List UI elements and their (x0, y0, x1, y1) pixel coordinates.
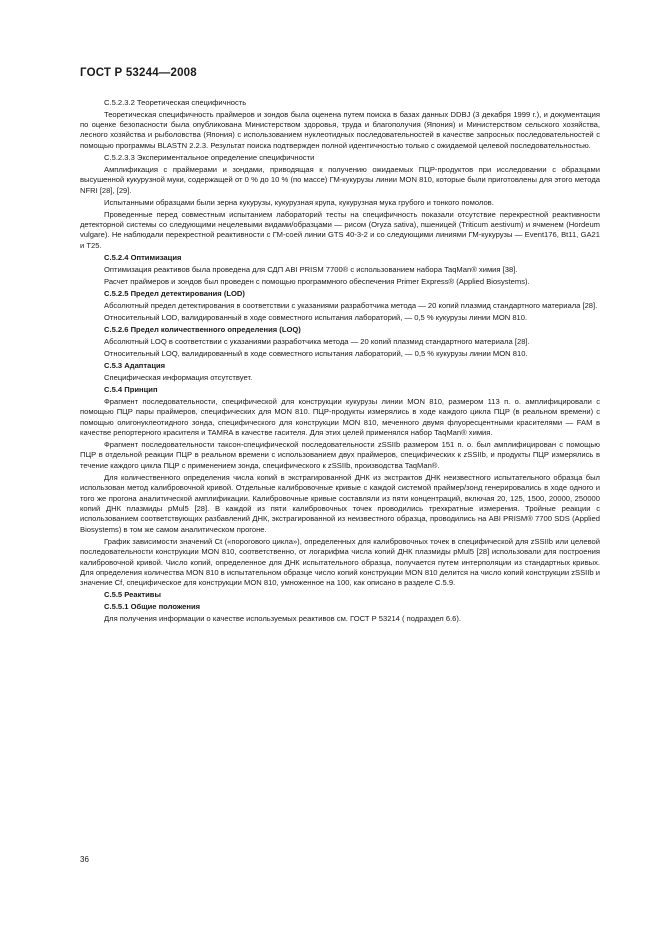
document-header: ГОСТ Р 53244—2008 (80, 67, 197, 79)
section-heading: С.5.5 Реактивы (104, 590, 161, 600)
page-number: 36 (80, 855, 89, 864)
section-heading: С.5.2.4 Оптимизация (104, 252, 182, 262)
body-paragraph: Для количественного определения числа копий в экстрагированной ДНК из экстрактов ДНК неизвестного испытательного образца был использован метод калибровочной кривой. Отдельные калибровочные кривые с каждой системой праймер/зонд генерировались в ходе одного и того же прогона аналитической амплификации. Калибровочные кривые составляли из пяти концентраций, включая 20, 125, 1500, 20000, 250000 копий ДНК плазмиды pMul5 [28]. В каждой из пяти калибровочных точек проводились трехкратные измерения. Тройные реакции с использованием соответствующих разбавлений ДНК, экстрагированной из неизвестного образца, проводились на ABI PRISM® 7700 SDS (Applied Biosystems) в том же самом аналитическом прогоне. (80, 472, 600, 534)
section-heading: С.5.3 Адаптация (104, 360, 166, 370)
body-paragraph: Испытанными образцами были зерна кукурузы, кукурузная крупа, кукурузная мука грубого и тонкого помолов. (104, 197, 494, 207)
body-paragraph: Относительный LOQ, валидированный в ходе совместного испытания лабораторий, — 0,5 % кукурузы линии MON 810. (104, 348, 528, 358)
body-paragraph: Абсолютный LOQ в соответствии с указаниями разработчика метода — 20 копий плазмид стандартного материала [28]. (104, 336, 530, 346)
section-heading: С.5.5.1 Общие положения (104, 602, 201, 612)
body-paragraph: Для получения информации о качестве используемых реактивов см. ГОСТ Р 53214 ( подраздел 6.6). (104, 614, 462, 624)
document-body (80, 97, 600, 626)
section-heading: С.5.2.6 Предел количественного определения (LOQ) (104, 324, 301, 334)
body-paragraph: Амплификация с праймерами и зондами, приводящая к получению ожидаемых ПЦР-продуктов при исследовании с образцами высушенной кукурузной муки, содержащей от 0 % до 10 % (по массе) ГМ-кукурузы линии MON 810, которые были приготовлены для этого метода NFRI [28], [29]. (80, 164, 600, 195)
body-paragraph: График зависимости значений Ct («порогового цикла»), определенных для калибровочных точек в специфической для zSSIIb или целевой последовательности конструкции MON 810, соответственно, от логарифма числа копий ДНК плазмиды pMul5 [28] использовали для построения калибровочной кривой. Число копий, определенное для ДНК испытательного образца, получается путем интерполяции из стандартных кривых. Для определения количества MON 810 в испытательном образце число копий конструкции MON 810 делится на число копий конструкции zSSIIb и значение Cf, специфическое для конструкции MON 810, умноженное на 100, как описано в разделе С.5.9. (80, 536, 600, 588)
section-heading: С.5.2.5 Предел детектирования (LOD) (104, 288, 245, 298)
body-paragraph: Относительный LOD, валидированный в ходе совместного испытания лабораторий, — 0,5 % кукурузы линии MON 810. (104, 312, 528, 322)
subsection-heading: С.5.2.3.3 Экспериментальное определение специфичности (104, 152, 315, 162)
subsection-heading: С.5.2.3.2 Теоретическая специфичность (104, 97, 247, 107)
body-paragraph: Проведенные перед совместным испытанием лабораторий тесты на специфичность показали отсутствие перекрестной реактивности детекторной системы со следующими нецелевыми видами/образцами — рисом (Oryza sativa), пшеницей (Triticum aestivum) и ячменем (Hordeum vulgare). Не наблюдали перекрестной реактивности с ГМ-соей линии GTS 40-3-2 и со следующими линиями ГМ-кукурузы — Event176, Bt11, GA21 и T25. (80, 209, 600, 250)
body-paragraph: Оптимизация реактивов была проведена для СДП ABI PRISM 7700® с использованием набора TaqMan® химия [38]. (104, 264, 518, 274)
body-paragraph: Фрагмент последовательности, специфической для конструкции кукурузы линии MON 810, размером 113 п. о. амплифицировали с помощью ПЦР пары праймеров, специфических для MON 810. ПЦР-продукты измерялись в ходе каждого цикла ПЦР (в реальном времени) с помощью олигонуклеотидного зонда, специфического для конструкции MON 810, меченного двумя флуоресцентными красителями — FAM в качестве репортерного красителя и TAMRA в качестве гасителя. Для этих целей применялся набор TaqMan® химия. (80, 396, 600, 437)
body-paragraph: Абсолютный предел детектирования в соответствии с указаниями разработчика метода — 20 копий плазмид стандартного материала [28]. (104, 300, 598, 310)
body-paragraph: Теоретическая специфичность праймеров и зондов была оценена путем поиска в базах данных DDBJ (3 декабря 1999 г.), и документация по оценке безопасности была опубликована Министерством здоровья, труда и благополучия (Япония) и Министерством сельского хозяйства, лесного хозяйства и рыболовства (Япония) с использованием нуклеотидных последовательностей в качестве запросных последовательностей с помощью программы BLASTN 2.2.3. Результат поиска подтвержден полной идентичностью только с ожидаемой целевой последовательностью. (80, 109, 600, 150)
body-paragraph: Расчет праймеров и зондов был проведен с помощью программного обеспечения Primer Express® (Applied Biosystems). (104, 276, 530, 286)
body-paragraph: Специфическая информация отсутствует. (104, 372, 253, 382)
section-heading: С.5.4 Принцип (104, 384, 158, 394)
body-paragraph: Фрагмент последовательности таксон-специфической последовательности zSSIIb размером 151 п. о. был амплифицирован с помощью ПЦР в отдельной реакции ПЦР в реальном времени с использованием двух праймеров, специфических к zSSIIb, и продукты ПЦР измерялись в течение каждого цикла ПЦР с применением зонда, специфического к zSSIIb, производства TaqMan®. (80, 439, 600, 470)
